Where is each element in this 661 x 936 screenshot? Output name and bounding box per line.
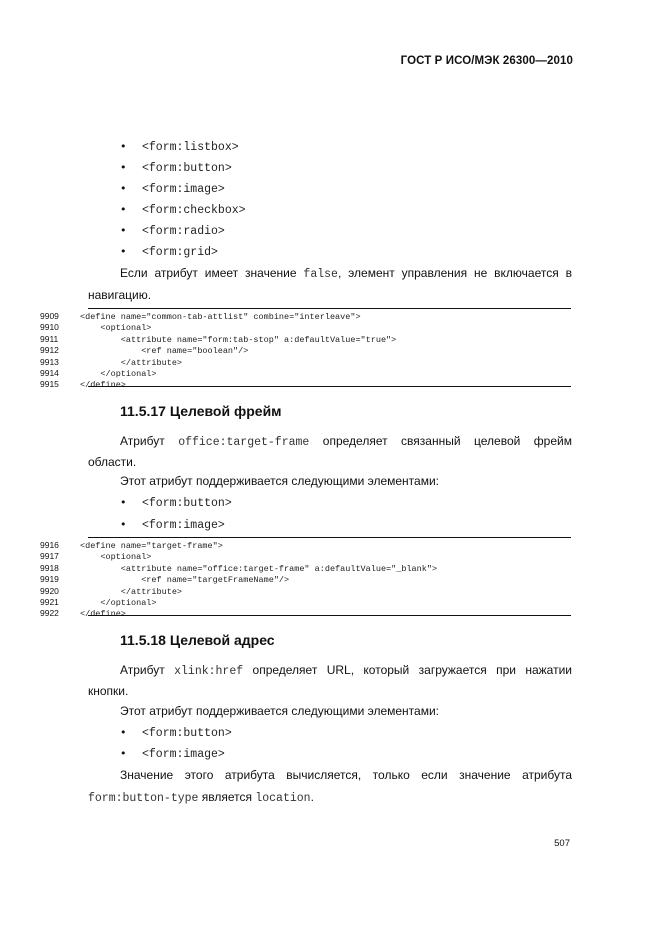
code-line: 9909 <define name="common-tab-attlist" combine="interleave"> bbox=[40, 311, 361, 322]
code-line: 9921 </optional> bbox=[40, 597, 157, 609]
paragraph-line: Этот атрибут поддерживается следующими элементами: bbox=[120, 704, 440, 718]
section-heading: 11.5.18 Целевой адрес bbox=[120, 632, 275, 648]
code-line: 9915 </define> bbox=[40, 379, 126, 391]
list-item: • <form:grid> bbox=[120, 245, 218, 259]
code-line: 9918 <attribute name="office:target-frame" a:defaultValue="_blank"> bbox=[40, 562, 438, 574]
paragraph-line: Атрибут office:target-frame определяет связанный целевой фрейм bbox=[120, 434, 572, 449]
list-item: • <form:image> bbox=[120, 518, 225, 532]
code-line: 9917 <optional> bbox=[40, 551, 152, 563]
code-block-bottom-rule bbox=[88, 386, 571, 387]
page-number: 507 bbox=[554, 838, 570, 849]
list-item: • <form:radio> bbox=[120, 224, 225, 238]
paragraph-line: Если атрибут имеет значение false, элемент управления не включается в bbox=[120, 266, 572, 281]
list-item: • <form:button> bbox=[120, 161, 232, 175]
code-line: 9919 <ref name="targetFrameName"/> bbox=[40, 574, 290, 586]
list-item: • <form:button> bbox=[120, 496, 232, 510]
list-item: • <form:button> bbox=[120, 726, 232, 740]
code-block-top-rule bbox=[88, 537, 571, 538]
paragraph-line: кнопки. bbox=[88, 684, 129, 698]
list-item: • <form:image> bbox=[120, 182, 225, 196]
code-line: 9910 <optional> bbox=[40, 322, 152, 334]
list-item: • <form:image> bbox=[120, 747, 225, 761]
code-line: 9912 <ref name="boolean"/> bbox=[40, 345, 249, 357]
paragraph-line: Этот атрибут поддерживается следующими элементами: bbox=[120, 474, 440, 488]
code-line: 9913 </attribute> bbox=[40, 356, 183, 368]
code-line: 9920 </attribute> bbox=[40, 585, 183, 597]
code-block-2 bbox=[40, 540, 580, 620]
paragraph-line: Значение этого атрибута вычисляется, только если значение атрибута bbox=[120, 768, 572, 782]
paragraph-line: Атрибут xlink:href определяет URL, который загружается при нажатии bbox=[120, 663, 572, 678]
code-block-bottom-rule bbox=[88, 615, 571, 616]
section-heading: 11.5.17 Целевой фрейм bbox=[120, 403, 282, 419]
document-header: ГОСТ Р ИСО/МЭК 26300—2010 bbox=[400, 55, 573, 67]
paragraph-line: form:button-type является location. bbox=[88, 790, 314, 805]
list-item: • <form:listbox> bbox=[120, 140, 239, 154]
paragraph-line: области. bbox=[88, 455, 137, 469]
list-item: • <form:checkbox> bbox=[120, 203, 246, 217]
code-line: 9911 <attribute name="form:tab-stop" a:defaultValue="true"> bbox=[40, 333, 397, 345]
code-block-1 bbox=[40, 311, 580, 391]
code-line: 9914 </optional> bbox=[40, 368, 157, 380]
code-line: 9916 <define name="target-frame"> bbox=[40, 540, 223, 551]
paragraph-line: навигацию. bbox=[88, 288, 152, 302]
code-line: 9922 </define> bbox=[40, 608, 126, 620]
code-block-top-rule bbox=[88, 308, 571, 309]
